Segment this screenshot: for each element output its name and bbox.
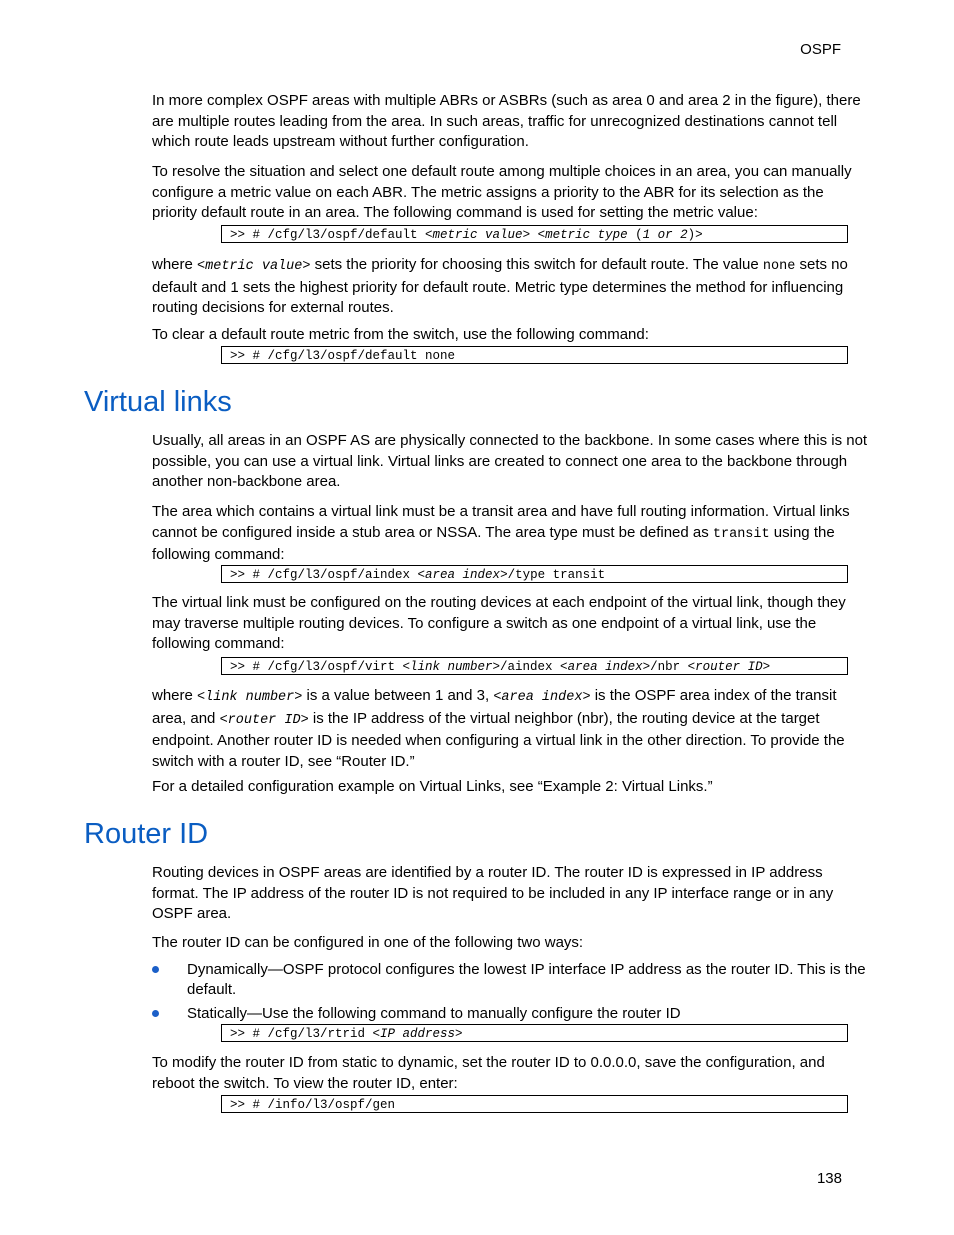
intro-paragraph-4: To clear a default route metric from the switch, use the following command: <box>152 326 649 343</box>
list-item: Statically—Use the following command to manually configure the router ID <box>152 1004 870 1024</box>
virtual-links-paragraph-3: The virtual link must be configured on the routing devices at each endpoint of the virtual link, though they may traverse multiple routing devices. To configure a switch as one endpoint of a virtual link, use the following command: <box>152 594 846 652</box>
bullet-icon <box>152 1010 159 1017</box>
command-rtrid: >> # /cfg/l3/rtrid <IP address> <box>221 1024 848 1042</box>
router-id-paragraph-2: The router ID can be configured in one of the following two ways: <box>152 934 584 951</box>
command-aindex-transit: >> # /cfg/l3/ospf/aindex <area index>/type transit <box>221 565 848 583</box>
virtual-links-paragraph-2: The area which contains a virtual link must be a transit area and have full routing information. Virtual links cannot be configured inside a stub area or NSSA. The area type must be defined as transit using the following command: <box>152 503 850 563</box>
router-id-paragraph-1: Routing devices in OSPF areas are identified by a router ID. The router ID is expressed in IP address format. The IP address of the router ID is not required to be included in any IP interface range or in any OSPF area. <box>152 864 834 922</box>
router-id-paragraph-3: To modify the router ID from static to dynamic, set the router ID to 0.0.0.0, save the configuration, and reboot the switch. To view the router ID, enter: <box>152 1054 825 1092</box>
running-header: OSPF <box>800 41 841 58</box>
command-virt-link: >> # /cfg/l3/ospf/virt <link number>/aindex <area index>/nbr <router ID> <box>221 657 848 675</box>
command-default-none: >> # /cfg/l3/ospf/default none <box>221 346 848 364</box>
intro-paragraph-2: To resolve the situation and select one default route among multiple choices in an area, you can manually configure a metric value on each ABR. The metric assigns a priority to the ABR for its selection as the priority default route in an area. The following command is used for setting the metric value: <box>152 163 852 221</box>
router-id-bullet-list <box>152 960 870 1024</box>
section-heading-router-id: Router ID <box>84 818 209 850</box>
intro-paragraph-1: In more complex OSPF areas with multiple ABRs or ASBRs (such as area 0 and area 2 in the figure), there are multiple routes leading from the area. In such areas, traffic for unrecognized destinations cannot tell which route leads upstream without further configuration. <box>152 92 861 150</box>
inline-code: <link number> <box>197 690 303 705</box>
intro-paragraph-3: where <metric value> sets the priority for choosing this switch for default route. The value none sets no default and 1 sets the highest priority for default route. Metric type determines the method for influencing routing decisions for external routes. <box>152 256 848 316</box>
virtual-links-paragraph-1: Usually, all areas in an OSPF AS are physically connected to the backbone. In some cases where this is not possible, you can use a virtual link. Virtual links are created to connect one area to the backbone through another non-backbone area. <box>152 432 868 490</box>
virtual-links-paragraph-5: For a detailed configuration example on Virtual Links, see “Example 2: Virtual Links.” <box>152 778 713 795</box>
virtual-links-paragraph-4: where <link number> is a value between 1 and 3, <area index> is the OSPF area index of the transit area, and <router ID> is the IP address of the virtual neighbor (nbr), the routing device at the target endpoint. Another router ID is needed when configuring a virtual link in the other direction. To provide the switch with a router ID, see “Router ID.” <box>152 687 845 770</box>
inline-code: <metric value> <box>197 259 311 274</box>
section-heading-virtual-links: Virtual links <box>84 386 232 418</box>
inline-code: <router ID> <box>219 712 309 728</box>
bullet-icon <box>152 966 159 973</box>
list-item: Dynamically—OSPF protocol configures the lowest IP interface IP address as the router ID. This is the default. <box>152 960 870 999</box>
command-info-gen: >> # /info/l3/ospf/gen <box>221 1095 848 1113</box>
command-default-metric: >> # /cfg/l3/ospf/default <metric value> <metric type (1 or 2)> <box>221 225 848 243</box>
inline-code: <area index> <box>493 690 591 705</box>
inline-code: none <box>762 259 796 274</box>
inline-code: transit <box>712 526 770 542</box>
page-number: 138 <box>816 1170 842 1187</box>
